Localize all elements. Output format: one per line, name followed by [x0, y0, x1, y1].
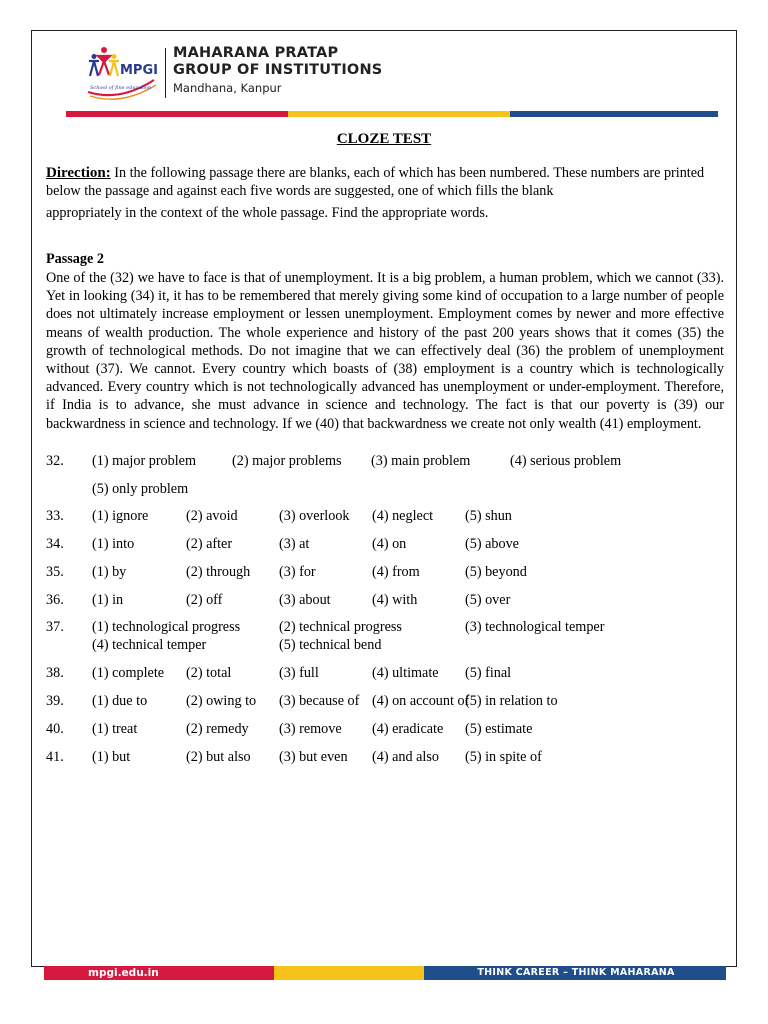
- logo-divider: [165, 48, 166, 98]
- passage-text: One of the (32) we have to face is that of unemployment. It is a big problem, a human problem, which we cannot (33). Yet in looking (34) it, it has to be remembered that merely giving some kind of occupation to a large number of people does not ultimately increase employment or lessen unemployment. Employment comes by newer and more effective means of wealth production. The whole experience and history of the past 200 years shows that it comes (35) the growth of technological methods. Do not imagine that we can effectively deal (36) the problem of unemployment without (37). We cannot. Every country which boasts of (38) employment is a country which is technologically advanced. Every country which is not technologically advanced has unemployment or under-employment. Therefore, if India is to advance, she must advance in science and technology. The fact is that our poverty is (39) our backwardness in science and technology. If we (40) that backwardness we create not only wealth (41) employment.: [46, 270, 724, 432]
- header-strip-blue: [510, 111, 718, 117]
- direction-label: Direction:: [46, 165, 111, 181]
- question-number: 33.: [46, 508, 64, 524]
- question-number: 35.: [46, 564, 64, 580]
- option: (3) because of: [279, 693, 360, 709]
- option: (1) ignore: [92, 508, 149, 524]
- option: (3) full: [279, 665, 319, 681]
- option: (3) but even: [279, 749, 348, 765]
- option: (5) final: [465, 665, 512, 681]
- option: (3) technological temper: [465, 619, 605, 635]
- option: (4) on account of: [372, 693, 470, 709]
- option: (1) but: [92, 749, 131, 765]
- option: (1) by: [92, 564, 127, 580]
- question-number: 38.: [46, 665, 64, 681]
- footer-strip-red: [44, 966, 274, 980]
- option: (3) at: [279, 536, 310, 552]
- logo-tagline: School of fine education: [90, 85, 152, 91]
- option: (1) into: [92, 536, 135, 552]
- option: (4) technical temper: [92, 637, 207, 653]
- question-number: 39.: [46, 693, 64, 709]
- logo-text: MPGI: [120, 63, 158, 78]
- option: (1) technological progress: [92, 619, 241, 635]
- page-title: CLOZE TEST: [336, 131, 432, 147]
- option: (5) above: [465, 536, 519, 552]
- option: (3) about: [279, 592, 331, 608]
- option: (2) after: [186, 536, 233, 552]
- option: (2) technical progress: [279, 619, 402, 635]
- passage-title: Passage 2: [46, 251, 104, 267]
- question-number: 37.: [46, 619, 64, 635]
- option: (4) from: [372, 564, 420, 580]
- option: (2) avoid: [186, 508, 238, 524]
- question-number: 34.: [46, 536, 64, 552]
- option: (1) in: [92, 592, 124, 608]
- option: (5) over: [465, 592, 511, 608]
- option: (2) owing to: [186, 693, 257, 709]
- option: (4) with: [372, 592, 418, 608]
- footer-tagline: THINK CAREER – THINK MAHARANA: [477, 967, 675, 978]
- header-strip-yellow: [288, 111, 510, 117]
- direction-paragraph: [46, 164, 724, 200]
- institute-location: Mandhana, Kanpur: [173, 81, 282, 95]
- option: (4) ultimate: [372, 665, 439, 681]
- option: (4) on: [372, 536, 407, 552]
- option: (5) shun: [465, 508, 512, 524]
- option: (3) main problem: [371, 453, 471, 469]
- header-strip-red: [66, 111, 288, 117]
- option: (4) and also: [372, 749, 439, 765]
- option: (2) but also: [186, 749, 251, 765]
- option: (3) overlook: [279, 508, 350, 524]
- option: (5) in spite of: [465, 749, 542, 765]
- option: (2) major problems: [232, 453, 342, 469]
- option: (5) technical bend: [279, 637, 382, 653]
- institute-name: [173, 45, 382, 79]
- institute-name-line1: MAHARANA PRATAP: [173, 45, 339, 61]
- option: (2) remedy: [186, 721, 249, 737]
- option: (3) for: [279, 564, 316, 580]
- option: (1) complete: [92, 665, 165, 681]
- question-number: 40.: [46, 721, 64, 737]
- footer-strip-yellow: [274, 966, 424, 980]
- option: (4) eradicate: [372, 721, 444, 737]
- option: (1) treat: [92, 721, 138, 737]
- question-number: 32.: [46, 453, 64, 469]
- option: (5) beyond: [465, 564, 527, 580]
- mpgi-logo: [80, 42, 160, 102]
- option: (5) only problem: [92, 481, 189, 497]
- option: (2) off: [186, 592, 223, 608]
- option: (1) due to: [92, 693, 148, 709]
- option: (4) neglect: [372, 508, 434, 524]
- option: (1) major problem: [92, 453, 197, 469]
- option: (2) through: [186, 564, 251, 580]
- question-number: 41.: [46, 749, 64, 765]
- direction-text: In the following passage there are blanks, each of which has been numbered. These numbers are printed below the passage and against each five words are suggested, one of which fills the blank: [46, 165, 705, 199]
- institute-name-line2: GROUP OF INSTITUTIONS: [173, 62, 383, 78]
- option: (4) serious problem: [510, 453, 622, 469]
- footer-website-link[interactable]: mpgi.edu.in: [88, 967, 159, 979]
- question-number: 36.: [46, 592, 64, 608]
- option: (3) remove: [279, 721, 342, 737]
- option: (5) estimate: [465, 721, 533, 737]
- option: (5) in relation to: [465, 693, 558, 709]
- option: (2) total: [186, 665, 232, 681]
- direction-last-line: appropriately in the context of the whole passage. Find the appropriate words.: [46, 205, 489, 221]
